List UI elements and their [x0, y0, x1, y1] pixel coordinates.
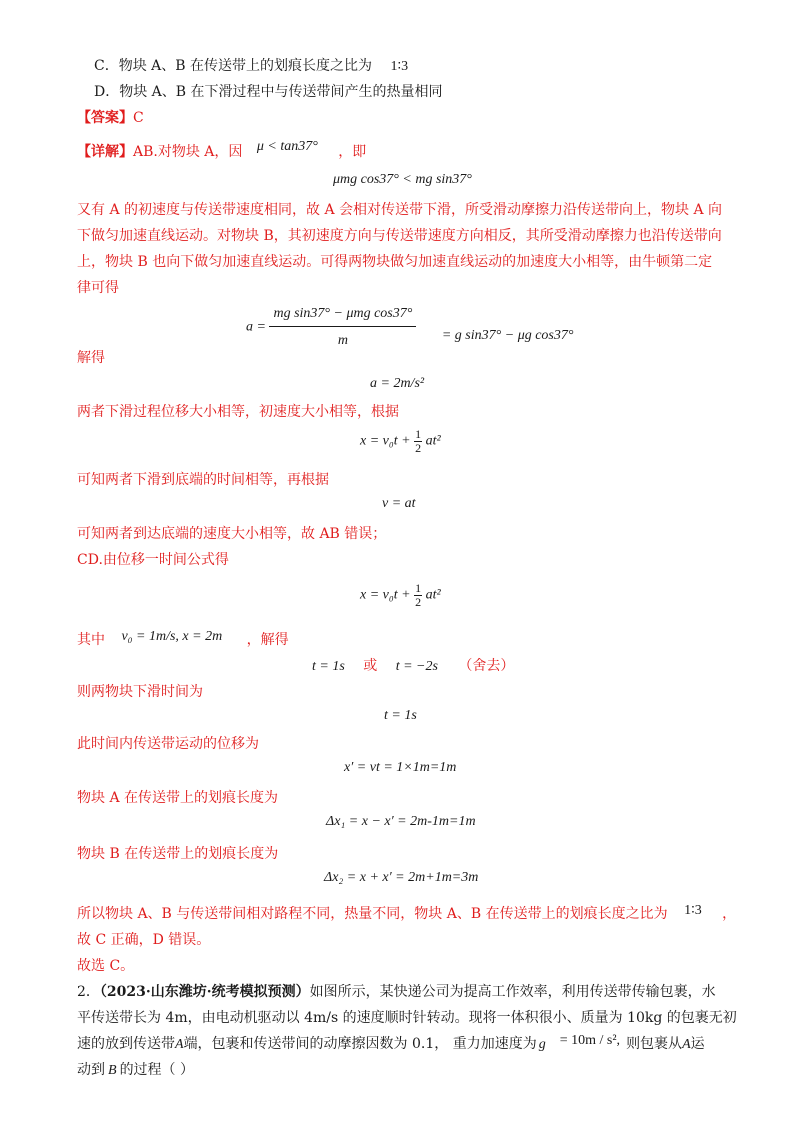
- para-10: 则两物块下滑时间为: [77, 684, 203, 700]
- para-1: 又有 A 的初速度与传送带速度相同，故 A 会相对传送带下滑，所受滑动摩擦力沿传送带向上，物块 A 向: [77, 202, 723, 218]
- question-2-line-2: 平传送带长为 4m，由电动机驱动以 4m/s 的速度顺时针转动。现将一体积很小、质量为 10kg 的包裹无初: [77, 1010, 737, 1026]
- para-15: 故 C 正确，D 错误。: [77, 932, 211, 948]
- para-14: [77, 904, 736, 925]
- answer-value: C: [133, 110, 144, 126]
- given-prefix: 其中: [77, 632, 105, 648]
- scratch-a-formula: Δx₁ = x − x′ = 2m-1m=1m: [326, 814, 476, 829]
- acceleration-formula: [246, 304, 573, 351]
- given-line: [77, 630, 289, 651]
- solve-label: 解得: [77, 350, 105, 366]
- disp2-half: [414, 582, 422, 609]
- q2-point-b: B: [108, 1063, 117, 1078]
- question-number: 2．: [77, 984, 100, 1000]
- para-6: 可知两者下滑到底端的时间相等，再根据: [77, 472, 329, 488]
- q2-point-a-2: A: [682, 1037, 691, 1052]
- belt-displacement: x′ = vt = 1×1m=1m: [344, 760, 457, 775]
- para-7: 可知两者到达底端的速度大小相等，故 AB 错误；: [77, 526, 387, 542]
- q2-l4-a: 动到: [77, 1062, 105, 1078]
- para-14-text: 所以物块 A、B 与传送带间相对路程不同，热量不同，物块 A、B 在传送带上的划痕长度之比为: [77, 906, 668, 922]
- option-c-ratio: 1∶3: [390, 59, 409, 74]
- para-11: 此时间内传送带运动的位移为: [77, 736, 259, 752]
- given-suffix: ，解得: [246, 632, 289, 648]
- question-2-line-1: [77, 982, 716, 1002]
- accel-denominator: m: [337, 333, 348, 348]
- q2-g-value: = 10m / s²,: [559, 1033, 621, 1048]
- q2-l3-d: 运: [690, 1036, 705, 1052]
- disp1-rhs: at²: [425, 433, 441, 449]
- question-source: （2023·山东潍坊·统考模拟预测）: [99, 984, 310, 1000]
- para-14-suffix: ，: [722, 906, 737, 922]
- detail-intro: [77, 139, 367, 163]
- accel-numerator: mg sin37° − μmg cos37°: [269, 304, 416, 327]
- q2-point-a: A: [175, 1037, 184, 1052]
- para-8: CD.由位移一时间公式得: [77, 552, 229, 568]
- or-text: 或: [363, 658, 378, 674]
- detail-label: 【详解】: [77, 144, 133, 160]
- para-14-ratio: 1∶3: [684, 903, 702, 918]
- para-12: 物块 A 在传送带上的划痕长度为: [77, 790, 279, 806]
- disp1-lhs: x = v₀t +: [360, 433, 411, 449]
- discard-note: （舍去）: [458, 658, 515, 674]
- para-4: 律可得: [77, 280, 119, 296]
- time-solutions: [312, 656, 514, 677]
- time-solution-2: t = −2s: [395, 659, 438, 674]
- q2-l3-b: 端，包裹和传送带间的动摩擦因数为 0.1， 重力加速度为: [183, 1036, 537, 1052]
- question-text-1: 如图所示，某快递公司为提高工作效率，利用传送带传输包裹，水: [309, 984, 716, 1000]
- para-13: 物块 B 在传送带上的划痕长度为: [77, 846, 279, 862]
- question-2-line-3: [77, 1034, 705, 1055]
- question-2-line-4: [77, 1060, 194, 1081]
- time-final: t = 1s: [384, 708, 417, 723]
- accel-lhs: a =: [246, 319, 266, 335]
- accel-fraction: [269, 304, 416, 351]
- disp2-lhs: x = v₀t +: [360, 587, 411, 603]
- answer-label: 【答案】: [77, 110, 133, 126]
- displacement-formula-1: [360, 428, 441, 455]
- option-c-text: C．物块 A、B 在传送带上的划痕长度之比为: [94, 58, 373, 74]
- velocity-formula: v = at: [382, 496, 416, 511]
- q2-l3-a: 速的放到传送带: [77, 1036, 175, 1052]
- disp2-rhs: at²: [425, 587, 441, 603]
- disp1-half: [414, 428, 422, 455]
- accel-value: a = 2m/s²: [370, 376, 425, 391]
- para-16: 故选 C。: [77, 958, 135, 974]
- time-solution-1: t = 1s: [312, 659, 345, 674]
- para-2: 下做匀加速直线运动。对物块 B，其初速度方向与传送带速度方向相反，其所受滑动摩擦力也沿传送带向: [77, 228, 722, 244]
- disp1-half-den: 2: [415, 441, 422, 455]
- scratch-b-formula: Δx₂ = x + x′ = 2m+1m=3m: [324, 870, 479, 885]
- option-d: D．物块 A、B 在下滑过程中与传送带间产生的热量相同: [94, 84, 443, 100]
- answer-line: [77, 108, 144, 128]
- q2-l3-c: 则包裹从: [626, 1036, 683, 1052]
- condition-formula: μ < tan37°: [256, 139, 318, 154]
- disp2-half-num: 1: [415, 581, 422, 595]
- disp1-half-num: 1: [415, 427, 422, 441]
- disp2-half-den: 2: [415, 595, 422, 609]
- q2-l4-b: 的过程（ ）: [119, 1062, 195, 1078]
- para-3: 上，物块 B 也向下做匀加速直线运动。可得两物块做匀加速直线运动的加速度大小相等，由牛顿第二定: [77, 254, 713, 270]
- given-values: v₀ = 1m/s, x = 2m: [121, 629, 223, 644]
- para-5: 两者下滑过程位移大小相等，初速度大小相等，根据: [77, 404, 399, 420]
- displacement-formula-2: [360, 582, 441, 609]
- option-c: [94, 56, 408, 77]
- accel-rhs: = g sin37° − μg cos37°: [441, 327, 574, 343]
- inequality-formula: μmg cos37° < mg sin37°: [333, 172, 472, 187]
- detail-after-text: ，即: [338, 144, 367, 160]
- q2-g-symbol: g: [538, 1037, 546, 1052]
- detail-intro-text: AB.对物块 A，因: [133, 144, 243, 160]
